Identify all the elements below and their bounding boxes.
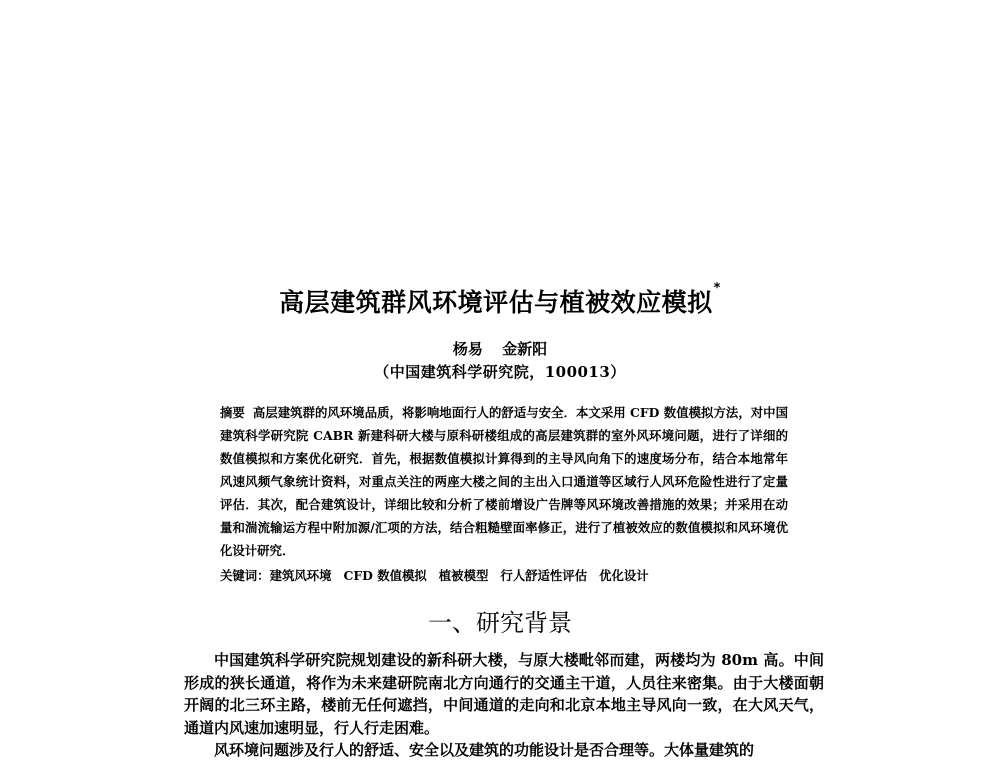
paragraph: 中国建筑科学研究院规划建设的新科研大楼，与原大楼毗邻而建，两楼均为 80m 高。中间形成的狭长通道，将作为未来建研院南北方向通行的交通主干道，人员往来密集。由于大楼面朝开阔的北三环主路，楼前无任何遮挡，中间通道的走向和北京本地主导风向一致，在大风天气，通道内风速加速明显，行人行走困难。 <box>184 651 824 737</box>
title-footnote-marker: * <box>713 281 721 296</box>
keyword-item: 行人舒适性评估 <box>500 568 588 583</box>
keyword-item: CFD 数值模拟 <box>343 568 427 583</box>
abstract-text: 高层建筑群的风环境品质，将影响地面行人的舒适与安全．本文采用 CFD 数值模拟方法，对中国建筑科学研究院 CABR 新建科研大楼与原科研楼组成的高层建筑群的室外风环境问题，进行了详细的数值模拟和方案优化研究．首先，根据数值模拟计算得到的主导风向角下的速度场分布，结合本地常年风速风频气象统计资料，对重点关注的两座大楼之间的主出入口通道等区域行人风环危险性进行了定量评估．其次，配合建筑设计，详细比较和分析了楼前增设广告牌等风环境改善措施的效果；并采用在动量和湍流输运方程中附加源/汇项的方法，结合粗糙壁面率修正，进行了植被效应的数值模拟和风环境优化设计研究． <box>220 405 789 558</box>
keyword-item: 优化设计 <box>599 568 649 583</box>
paragraph: 风环境问题涉及行人的舒适、安全以及建筑的功能设计是否合理等。大体量建筑的 <box>214 741 755 759</box>
abstract-label: 摘要 <box>220 405 245 420</box>
paper-authors: 杨易 金新阳 <box>452 340 548 358</box>
keywords-label: 关键词： <box>220 568 270 583</box>
body-text <box>184 649 824 762</box>
section-heading: 一、研究背景 <box>428 609 572 637</box>
paper-affiliation: （中国建筑科学研究院，100013） <box>374 363 626 381</box>
keywords-list <box>270 568 661 583</box>
keyword-item: 植被模型 <box>438 568 489 583</box>
paper-title <box>0 283 1000 319</box>
title-text: 高层建筑群风环境评估与植被效应模拟 <box>279 288 713 317</box>
keywords <box>220 564 788 587</box>
keyword-item: 建筑风环境 <box>269 568 332 583</box>
abstract <box>220 401 788 562</box>
